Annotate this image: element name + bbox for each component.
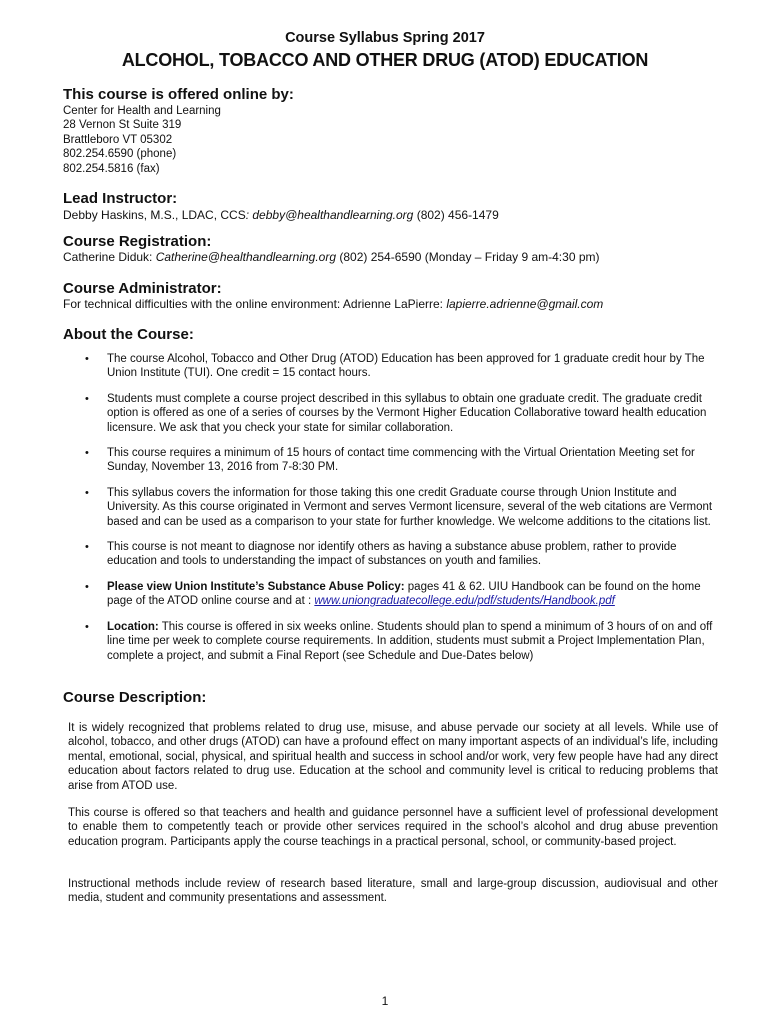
registration-line	[63, 250, 600, 265]
instructor-line	[63, 208, 499, 223]
document-subtitle: Course Syllabus Spring 2017	[285, 30, 485, 46]
policy-label: Please view Union Institute’s Substance Abuse Policy:	[107, 580, 405, 593]
administrator-text: For technical difficulties with the online environment: Adrienne LaPierre:	[63, 297, 447, 311]
list-item-location	[63, 620, 718, 663]
address-line: 28 Vernon St Suite 319	[63, 119, 182, 132]
list-item-text: This course requires a minimum of 15 hours of contact time commencing with the Virtual Orientation Meeting set for Sunday, November 13, 2016 from 7-8:30 PM.	[107, 447, 695, 474]
policy-text: pages 41 & 62. UIU Handbook can be found on the home page of the ATOD online course and at :	[107, 580, 701, 608]
about-list	[63, 352, 718, 663]
list-item-policy	[63, 580, 718, 609]
address-line: Brattleboro VT 05302	[63, 133, 173, 146]
location-text: This course is offered in six weeks online. Students should plan to spend a minimum of 3 hours of on and off line time per week to complete course requirements. In addition, students must submit a Project Implementation Plan, complete a project, and submit a Final Report (see Schedule and Due-Dates below)	[107, 620, 713, 662]
description-heading: Course Description:	[63, 689, 207, 706]
description-paragraph: Instructional methods include review of research based literature, small and large-group discussion, audiovisual and other media, student and community presentations and assessment.	[68, 878, 718, 905]
administrator-email[interactable]: lapierre.adrienne@gmail.com	[446, 297, 604, 311]
address-line: 802.254.5816 (fax)	[63, 162, 160, 175]
instructor-phone: (802) 456-1479	[413, 208, 499, 222]
bullet-icon: •	[85, 541, 89, 554]
registration-name: Catherine Diduk:	[63, 250, 156, 264]
list-item	[63, 392, 718, 435]
description-paragraph: This course is offered so that teachers and health and guidance personnel have a sufficient level of professional development to enable them to competently teach or provide other services required in the school’s alcohol and drug abuse prevention education program. Participants apply the course teachings in a practical personal, school, or community-based project.	[68, 807, 718, 848]
bullet-icon: •	[85, 486, 89, 499]
page-number: 1	[381, 994, 389, 1008]
address-line: 802.254.6590 (phone)	[63, 148, 177, 161]
instructor-name: Debby Haskins, M.S., LDAC, CCS	[63, 208, 246, 222]
address-block	[63, 104, 221, 176]
list-item	[63, 540, 718, 569]
list-item	[63, 446, 718, 475]
list-item	[63, 352, 718, 381]
address-line: Center for Health and Learning	[63, 105, 221, 117]
list-item-text: Students must complete a course project described in this syllabus to obtain one graduate credit. The graduate credit option is offered as one of a series of courses by the Vermont Higher Education Collaborative toward health education licensure. We ask that you check your state for similar collaboration.	[107, 392, 707, 434]
bullet-icon: •	[85, 620, 89, 633]
registration-email[interactable]: Catherine@healthandlearning.org	[155, 250, 337, 264]
registration-heading: Course Registration:	[63, 233, 212, 250]
handbook-link[interactable]: www.uniongraduatecollege.edu/pdf/students/Handbook.pdf	[314, 595, 615, 608]
bullet-icon: •	[85, 580, 89, 593]
list-item-text: This syllabus covers the information for those taking this one credit Graduate course through Union Institute and University. As this course originated in Vermont and serves Vermont licensure, several of the web citations are Vermont based and can be used as a comparison to your state for further knowledge. We welcome additions to the citations list.	[107, 486, 713, 528]
location-label: Location:	[107, 620, 159, 633]
administrator-heading: Course Administrator:	[63, 280, 222, 297]
registration-details: (802) 254-6590 (Monday – Friday 9 am-4:30 pm)	[336, 250, 600, 264]
about-heading: About the Course:	[63, 326, 194, 343]
list-item	[63, 486, 718, 529]
description-paragraph: It is widely recognized that problems related to drug use, misuse, and abuse pervade our society at all levels. While use of alcohol, tobacco, and other drugs (ATOD) can have a profound effect on many important aspects of an individual’s life, including mental, emotional, social, physical, and spiritual health and success in school and/or work, very few people have had any direct education about factors related to drug use. Education at the school and community level is critical to reducing problems that arise from ATOD use.	[68, 722, 718, 792]
administrator-line	[63, 297, 603, 312]
list-item-text: The course Alcohol, Tobacco and Other Drug (ATOD) Education has been approved for 1 graduate credit hour by The Union Institute (TUI). One credit = 15 contact hours.	[107, 353, 705, 380]
list-item-text: This course is not meant to diagnose nor identify others as having a substance abuse problem, rather to provide education and tools to understanding the impact of substances on youth and families.	[107, 541, 677, 568]
instructor-email[interactable]: : debby@healthandlearning.org	[245, 208, 414, 222]
instructor-heading: Lead Instructor:	[63, 190, 178, 207]
document-title: ALCOHOL, TOBACCO AND OTHER DRUG (ATOD) EDUCATION	[121, 50, 649, 70]
offered-heading: This course is offered online by:	[63, 86, 294, 103]
bullet-icon: •	[85, 392, 89, 405]
bullet-icon: •	[85, 353, 89, 365]
bullet-icon: •	[85, 447, 89, 460]
